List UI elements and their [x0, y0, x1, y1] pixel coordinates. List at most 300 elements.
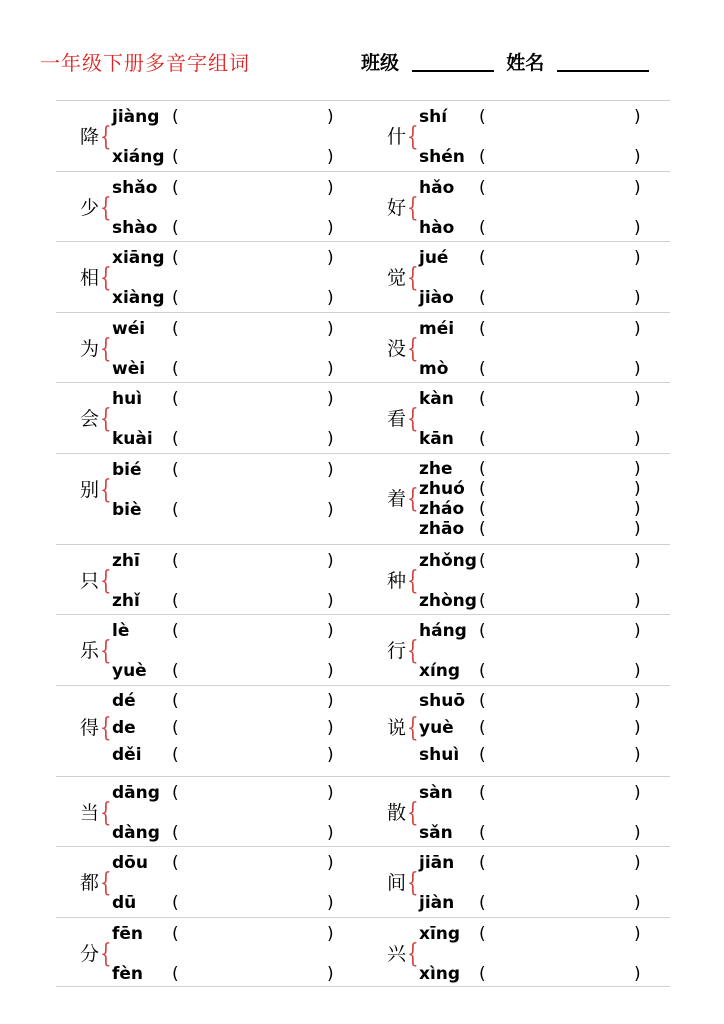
pinyin: zhǐ — [112, 590, 140, 611]
pinyin: hǎo — [419, 177, 455, 198]
answer-blank[interactable] — [491, 430, 629, 448]
open-paren: ( — [172, 288, 179, 308]
name-label: 姓名 — [506, 52, 545, 74]
polyphone-char: 散 — [387, 801, 407, 824]
reading-line — [56, 661, 363, 681]
table-row — [56, 100, 670, 171]
brace-icon: { — [407, 483, 419, 514]
pinyin: méi — [419, 318, 455, 339]
entry — [56, 454, 363, 544]
open-paren: ( — [172, 217, 179, 238]
entry — [363, 101, 670, 171]
pinyin: dé — [112, 690, 136, 711]
close-paren: ) — [327, 822, 334, 843]
reading-line — [56, 107, 363, 127]
open-paren: ( — [479, 318, 486, 339]
close-paren: ) — [634, 429, 641, 449]
brace-icon: { — [407, 122, 419, 152]
polyphone-char: 看 — [387, 408, 407, 430]
pinyin: bié — [112, 459, 142, 480]
open-paren: ( — [172, 744, 179, 765]
reading-line — [56, 389, 363, 409]
reading-line — [363, 964, 670, 984]
close-paren: ) — [327, 217, 334, 238]
pinyin: xiāng — [112, 248, 165, 268]
reading-line — [363, 591, 670, 611]
pinyin: shuō — [419, 690, 466, 711]
brace-icon: { — [407, 797, 419, 828]
answer-blank[interactable] — [184, 320, 322, 338]
answer-blank[interactable] — [491, 289, 629, 307]
reading-line — [56, 745, 363, 765]
close-paren: ) — [634, 107, 641, 127]
open-paren: ( — [172, 963, 179, 984]
reading-line — [56, 823, 363, 843]
pinyin: dāng — [112, 782, 160, 803]
answer-blank[interactable] — [491, 719, 629, 737]
reading-line — [363, 853, 670, 873]
answer-blank[interactable] — [184, 854, 322, 872]
reading-line — [56, 621, 363, 641]
open-paren: ( — [172, 459, 179, 480]
answer-blank[interactable] — [491, 520, 629, 538]
polyphone-char: 得 — [80, 716, 100, 739]
reading-line — [56, 429, 363, 449]
pinyin: wèi — [112, 358, 146, 379]
answer-blank[interactable] — [491, 746, 629, 764]
open-paren: ( — [479, 458, 486, 479]
polyphone-char: 乐 — [80, 640, 100, 662]
entry — [363, 615, 670, 685]
open-paren: ( — [479, 478, 486, 499]
reading-line — [56, 359, 363, 379]
reading-line — [56, 853, 363, 873]
table-row — [56, 776, 670, 847]
answer-blank[interactable] — [491, 784, 629, 802]
pinyin: dōu — [112, 853, 148, 873]
pinyin: jiàng — [112, 107, 160, 127]
open-paren: ( — [479, 717, 486, 738]
open-paren: ( — [172, 893, 179, 913]
polyphone-char: 种 — [387, 569, 407, 592]
reading-line — [56, 964, 363, 984]
reading-line — [56, 591, 363, 611]
answer-blank[interactable] — [491, 148, 629, 166]
table-row — [56, 917, 670, 988]
pinyin: jiào — [419, 288, 454, 308]
entry — [56, 242, 363, 312]
reading-line — [56, 147, 363, 167]
reading-line — [56, 248, 363, 268]
answer-blank[interactable] — [184, 390, 322, 408]
open-paren: ( — [479, 782, 486, 803]
answer-blank[interactable] — [491, 894, 629, 912]
close-paren: ) — [634, 147, 641, 167]
close-paren: ) — [634, 893, 641, 913]
pinyin: xìng — [419, 963, 461, 984]
reading-line — [363, 429, 670, 449]
close-paren: ) — [327, 389, 334, 409]
open-paren: ( — [172, 389, 179, 409]
reading-line — [363, 147, 670, 167]
answer-blank[interactable] — [491, 480, 629, 498]
open-paren: ( — [479, 853, 486, 873]
close-paren: ) — [634, 782, 641, 803]
pinyin: kàn — [419, 389, 454, 409]
brace-icon: { — [407, 938, 419, 969]
brace-icon: { — [407, 404, 419, 434]
open-paren: ( — [479, 744, 486, 765]
pinyin: xiàng — [112, 288, 165, 308]
close-paren: ) — [634, 963, 641, 984]
close-paren: ) — [634, 923, 641, 944]
open-paren: ( — [172, 248, 179, 268]
reading-line — [363, 178, 670, 198]
answer-blank[interactable] — [491, 320, 629, 338]
answer-blank[interactable] — [491, 219, 629, 237]
pinyin: zhǒng — [419, 550, 477, 571]
brace-icon: { — [100, 122, 112, 152]
answer-blank[interactable] — [491, 179, 629, 197]
reading-line — [56, 551, 363, 571]
brace-icon: { — [407, 712, 419, 743]
reading-line — [363, 359, 670, 379]
open-paren: ( — [172, 318, 179, 339]
answer-blank[interactable] — [184, 894, 322, 912]
entry — [56, 918, 363, 987]
open-paren: ( — [479, 963, 486, 984]
open-paren: ( — [479, 590, 486, 611]
close-paren: ) — [634, 358, 641, 379]
pinyin: shào — [112, 217, 158, 238]
entry — [363, 686, 670, 776]
close-paren: ) — [327, 288, 334, 308]
close-paren: ) — [327, 963, 334, 984]
open-paren: ( — [172, 717, 179, 738]
table-row — [56, 614, 670, 685]
table-row — [56, 171, 670, 242]
close-paren: ) — [327, 358, 334, 379]
table-row — [56, 846, 670, 917]
pinyin: fèn — [112, 963, 144, 984]
close-paren: ) — [327, 661, 334, 681]
answer-blank[interactable] — [491, 460, 629, 478]
reading-line — [56, 783, 363, 803]
pinyin: kān — [419, 429, 454, 449]
open-paren: ( — [479, 621, 486, 641]
polyphone-char: 为 — [80, 337, 100, 360]
pinyin: wéi — [112, 318, 146, 339]
close-paren: ) — [634, 690, 641, 711]
reading-line — [56, 691, 363, 711]
entry — [363, 313, 670, 383]
reading-line — [363, 551, 670, 571]
pinyin: yuè — [112, 661, 147, 681]
close-paren: ) — [327, 590, 334, 611]
class-label: 班级 — [361, 52, 400, 74]
pinyin: shǎo — [112, 177, 158, 198]
close-paren: ) — [327, 107, 334, 127]
reading-line — [56, 288, 363, 308]
answer-blank[interactable] — [491, 552, 629, 570]
entry — [363, 918, 670, 987]
answer-blank[interactable] — [491, 592, 629, 610]
open-paren: ( — [479, 519, 486, 540]
pinyin: zhe — [419, 458, 453, 479]
answer-blank[interactable] — [491, 360, 629, 378]
entry — [363, 847, 670, 917]
entry — [363, 454, 670, 544]
reading-line — [363, 499, 670, 519]
open-paren: ( — [479, 358, 486, 379]
reading-line — [363, 621, 670, 641]
polyphone-char: 没 — [387, 337, 407, 360]
pinyin: biè — [112, 499, 142, 520]
open-paren: ( — [172, 782, 179, 803]
answer-blank[interactable] — [491, 854, 629, 872]
answer-blank[interactable] — [184, 360, 322, 378]
close-paren: ) — [634, 318, 641, 339]
brace-icon: { — [100, 636, 112, 666]
answer-blank[interactable] — [184, 430, 322, 448]
close-paren: ) — [634, 288, 641, 308]
polyphone-char: 别 — [80, 478, 100, 501]
close-paren: ) — [327, 853, 334, 873]
brace-icon: { — [100, 797, 112, 828]
polyphone-char: 只 — [80, 569, 100, 592]
reading-line — [56, 460, 363, 480]
brace-icon: { — [100, 565, 112, 596]
answer-blank[interactable] — [184, 219, 322, 237]
answer-blank[interactable] — [184, 501, 322, 519]
entry — [56, 313, 363, 383]
pinyin: zhī — [112, 550, 140, 571]
pinyin: fēn — [112, 923, 144, 944]
entry — [56, 777, 363, 847]
brace-icon: { — [407, 565, 419, 596]
brace-icon: { — [407, 263, 419, 293]
close-paren: ) — [634, 550, 641, 571]
close-paren: ) — [634, 661, 641, 681]
pinyin: dàng — [112, 822, 160, 843]
open-paren: ( — [479, 107, 486, 127]
close-paren: ) — [327, 782, 334, 803]
close-paren: ) — [634, 177, 641, 198]
open-paren: ( — [479, 429, 486, 449]
close-paren: ) — [327, 621, 334, 641]
close-paren: ) — [327, 923, 334, 944]
entry — [56, 101, 363, 171]
answer-blank[interactable] — [184, 692, 322, 710]
reading-line — [363, 389, 670, 409]
class-input-line[interactable] — [412, 70, 494, 72]
close-paren: ) — [327, 248, 334, 268]
close-paren: ) — [634, 853, 641, 873]
answer-blank[interactable] — [491, 824, 629, 842]
entry — [56, 615, 363, 685]
student-info — [361, 50, 649, 76]
close-paren: ) — [327, 717, 334, 738]
brace-icon: { — [100, 263, 112, 293]
pinyin: zhòng — [419, 590, 477, 611]
pinyin: kuài — [112, 429, 153, 449]
answer-blank[interactable] — [184, 925, 322, 943]
answer-blank[interactable] — [184, 592, 322, 610]
close-paren: ) — [327, 744, 334, 765]
name-input-line[interactable] — [557, 70, 649, 72]
close-paren: ) — [634, 389, 641, 409]
reading-line — [56, 712, 363, 743]
pinyin: hào — [419, 217, 455, 238]
entry — [56, 172, 363, 242]
worksheet-title: 一年级下册多音字组词 — [40, 51, 250, 75]
pinyin: shí — [419, 107, 448, 127]
pinyin: sǎn — [419, 822, 453, 843]
close-paren: ) — [634, 217, 641, 238]
open-paren: ( — [172, 822, 179, 843]
pinyin: sàn — [419, 782, 453, 803]
answer-blank[interactable] — [184, 108, 322, 126]
open-paren: ( — [479, 177, 486, 198]
entry — [56, 383, 363, 453]
open-paren: ( — [172, 690, 179, 711]
answer-blank[interactable] — [184, 746, 322, 764]
polyphone-char: 会 — [80, 408, 100, 430]
pinyin: zhāo — [419, 519, 465, 540]
answer-blank[interactable] — [184, 179, 322, 197]
brace-icon: { — [407, 868, 419, 898]
open-paren: ( — [479, 217, 486, 238]
entry — [363, 242, 670, 312]
close-paren: ) — [634, 248, 641, 268]
answer-blank[interactable] — [184, 719, 322, 737]
pinyin: zhuó — [419, 478, 465, 499]
reading-line — [363, 459, 670, 479]
reading-line — [56, 924, 363, 944]
reading-line — [363, 712, 670, 743]
answer-blank[interactable] — [184, 148, 322, 166]
answer-blank[interactable] — [184, 289, 322, 307]
polyphone-char: 什 — [387, 126, 407, 148]
answer-blank[interactable] — [184, 662, 322, 680]
polyphone-char: 少 — [80, 196, 100, 219]
brace-icon: { — [100, 868, 112, 898]
answer-blank[interactable] — [184, 249, 322, 267]
brace-icon: { — [100, 474, 112, 505]
polyphone-char: 间 — [387, 872, 407, 894]
pinyin: jiàn — [419, 893, 455, 913]
reading-line — [363, 823, 670, 843]
answer-blank[interactable] — [491, 390, 629, 408]
polyphone-char: 分 — [80, 942, 100, 965]
open-paren: ( — [172, 499, 179, 520]
answer-blank[interactable] — [184, 552, 322, 570]
polyphone-char: 兴 — [387, 942, 407, 965]
table-row — [56, 685, 670, 776]
polyphone-char: 说 — [387, 716, 407, 739]
brace-icon: { — [407, 192, 419, 223]
entry — [363, 383, 670, 453]
open-paren: ( — [172, 621, 179, 641]
polyphone-char: 都 — [80, 872, 100, 894]
answer-blank[interactable] — [491, 662, 629, 680]
polyphone-char: 当 — [80, 801, 100, 824]
close-paren: ) — [327, 550, 334, 571]
pinyin: lè — [112, 621, 130, 641]
open-paren: ( — [172, 429, 179, 449]
open-paren: ( — [172, 923, 179, 944]
entry — [363, 545, 670, 615]
polyphone-char: 降 — [80, 126, 100, 148]
close-paren: ) — [634, 744, 641, 765]
brace-icon: { — [100, 712, 112, 743]
pinyin: shén — [419, 147, 465, 167]
answer-blank[interactable] — [491, 622, 629, 640]
brace-icon: { — [100, 938, 112, 969]
reading-line — [363, 783, 670, 803]
close-paren: ) — [634, 717, 641, 738]
close-paren: ) — [327, 177, 334, 198]
answer-blank[interactable] — [491, 965, 629, 983]
entry — [363, 172, 670, 242]
answer-blank[interactable] — [184, 461, 322, 479]
answer-blank[interactable] — [491, 500, 629, 518]
answer-blank[interactable] — [184, 824, 322, 842]
close-paren: ) — [327, 459, 334, 480]
reading-line — [363, 745, 670, 765]
polyphone-table — [56, 100, 670, 987]
close-paren: ) — [327, 147, 334, 167]
reading-line — [363, 107, 670, 127]
pinyin: jué — [419, 248, 449, 268]
open-paren: ( — [172, 107, 179, 127]
answer-blank[interactable] — [491, 925, 629, 943]
pinyin: zháo — [419, 499, 465, 519]
reading-line — [56, 218, 363, 238]
reading-line — [363, 319, 670, 339]
answer-blank[interactable] — [184, 622, 322, 640]
reading-line — [56, 178, 363, 198]
table-row — [56, 312, 670, 383]
reading-line — [363, 661, 670, 681]
open-paren: ( — [479, 248, 486, 268]
pinyin: yuè — [419, 717, 454, 738]
table-row — [56, 453, 670, 544]
reading-line — [56, 319, 363, 339]
answer-blank[interactable] — [491, 108, 629, 126]
close-paren: ) — [634, 519, 641, 540]
brace-icon: { — [100, 192, 112, 223]
open-paren: ( — [172, 590, 179, 611]
close-paren: ) — [634, 590, 641, 611]
open-paren: ( — [479, 389, 486, 409]
reading-line — [56, 893, 363, 913]
answer-blank[interactable] — [184, 965, 322, 983]
pinyin: xíng — [419, 661, 461, 681]
close-paren: ) — [327, 499, 334, 520]
pinyin: huì — [112, 389, 143, 409]
answer-blank[interactable] — [491, 249, 629, 267]
answer-blank[interactable] — [184, 784, 322, 802]
answer-blank[interactable] — [491, 692, 629, 710]
close-paren: ) — [634, 621, 641, 641]
pinyin: shuì — [419, 744, 460, 765]
table-row — [56, 382, 670, 453]
entry — [363, 777, 670, 847]
pinyin: háng — [419, 621, 467, 641]
open-paren: ( — [479, 661, 486, 681]
brace-icon: { — [100, 404, 112, 434]
